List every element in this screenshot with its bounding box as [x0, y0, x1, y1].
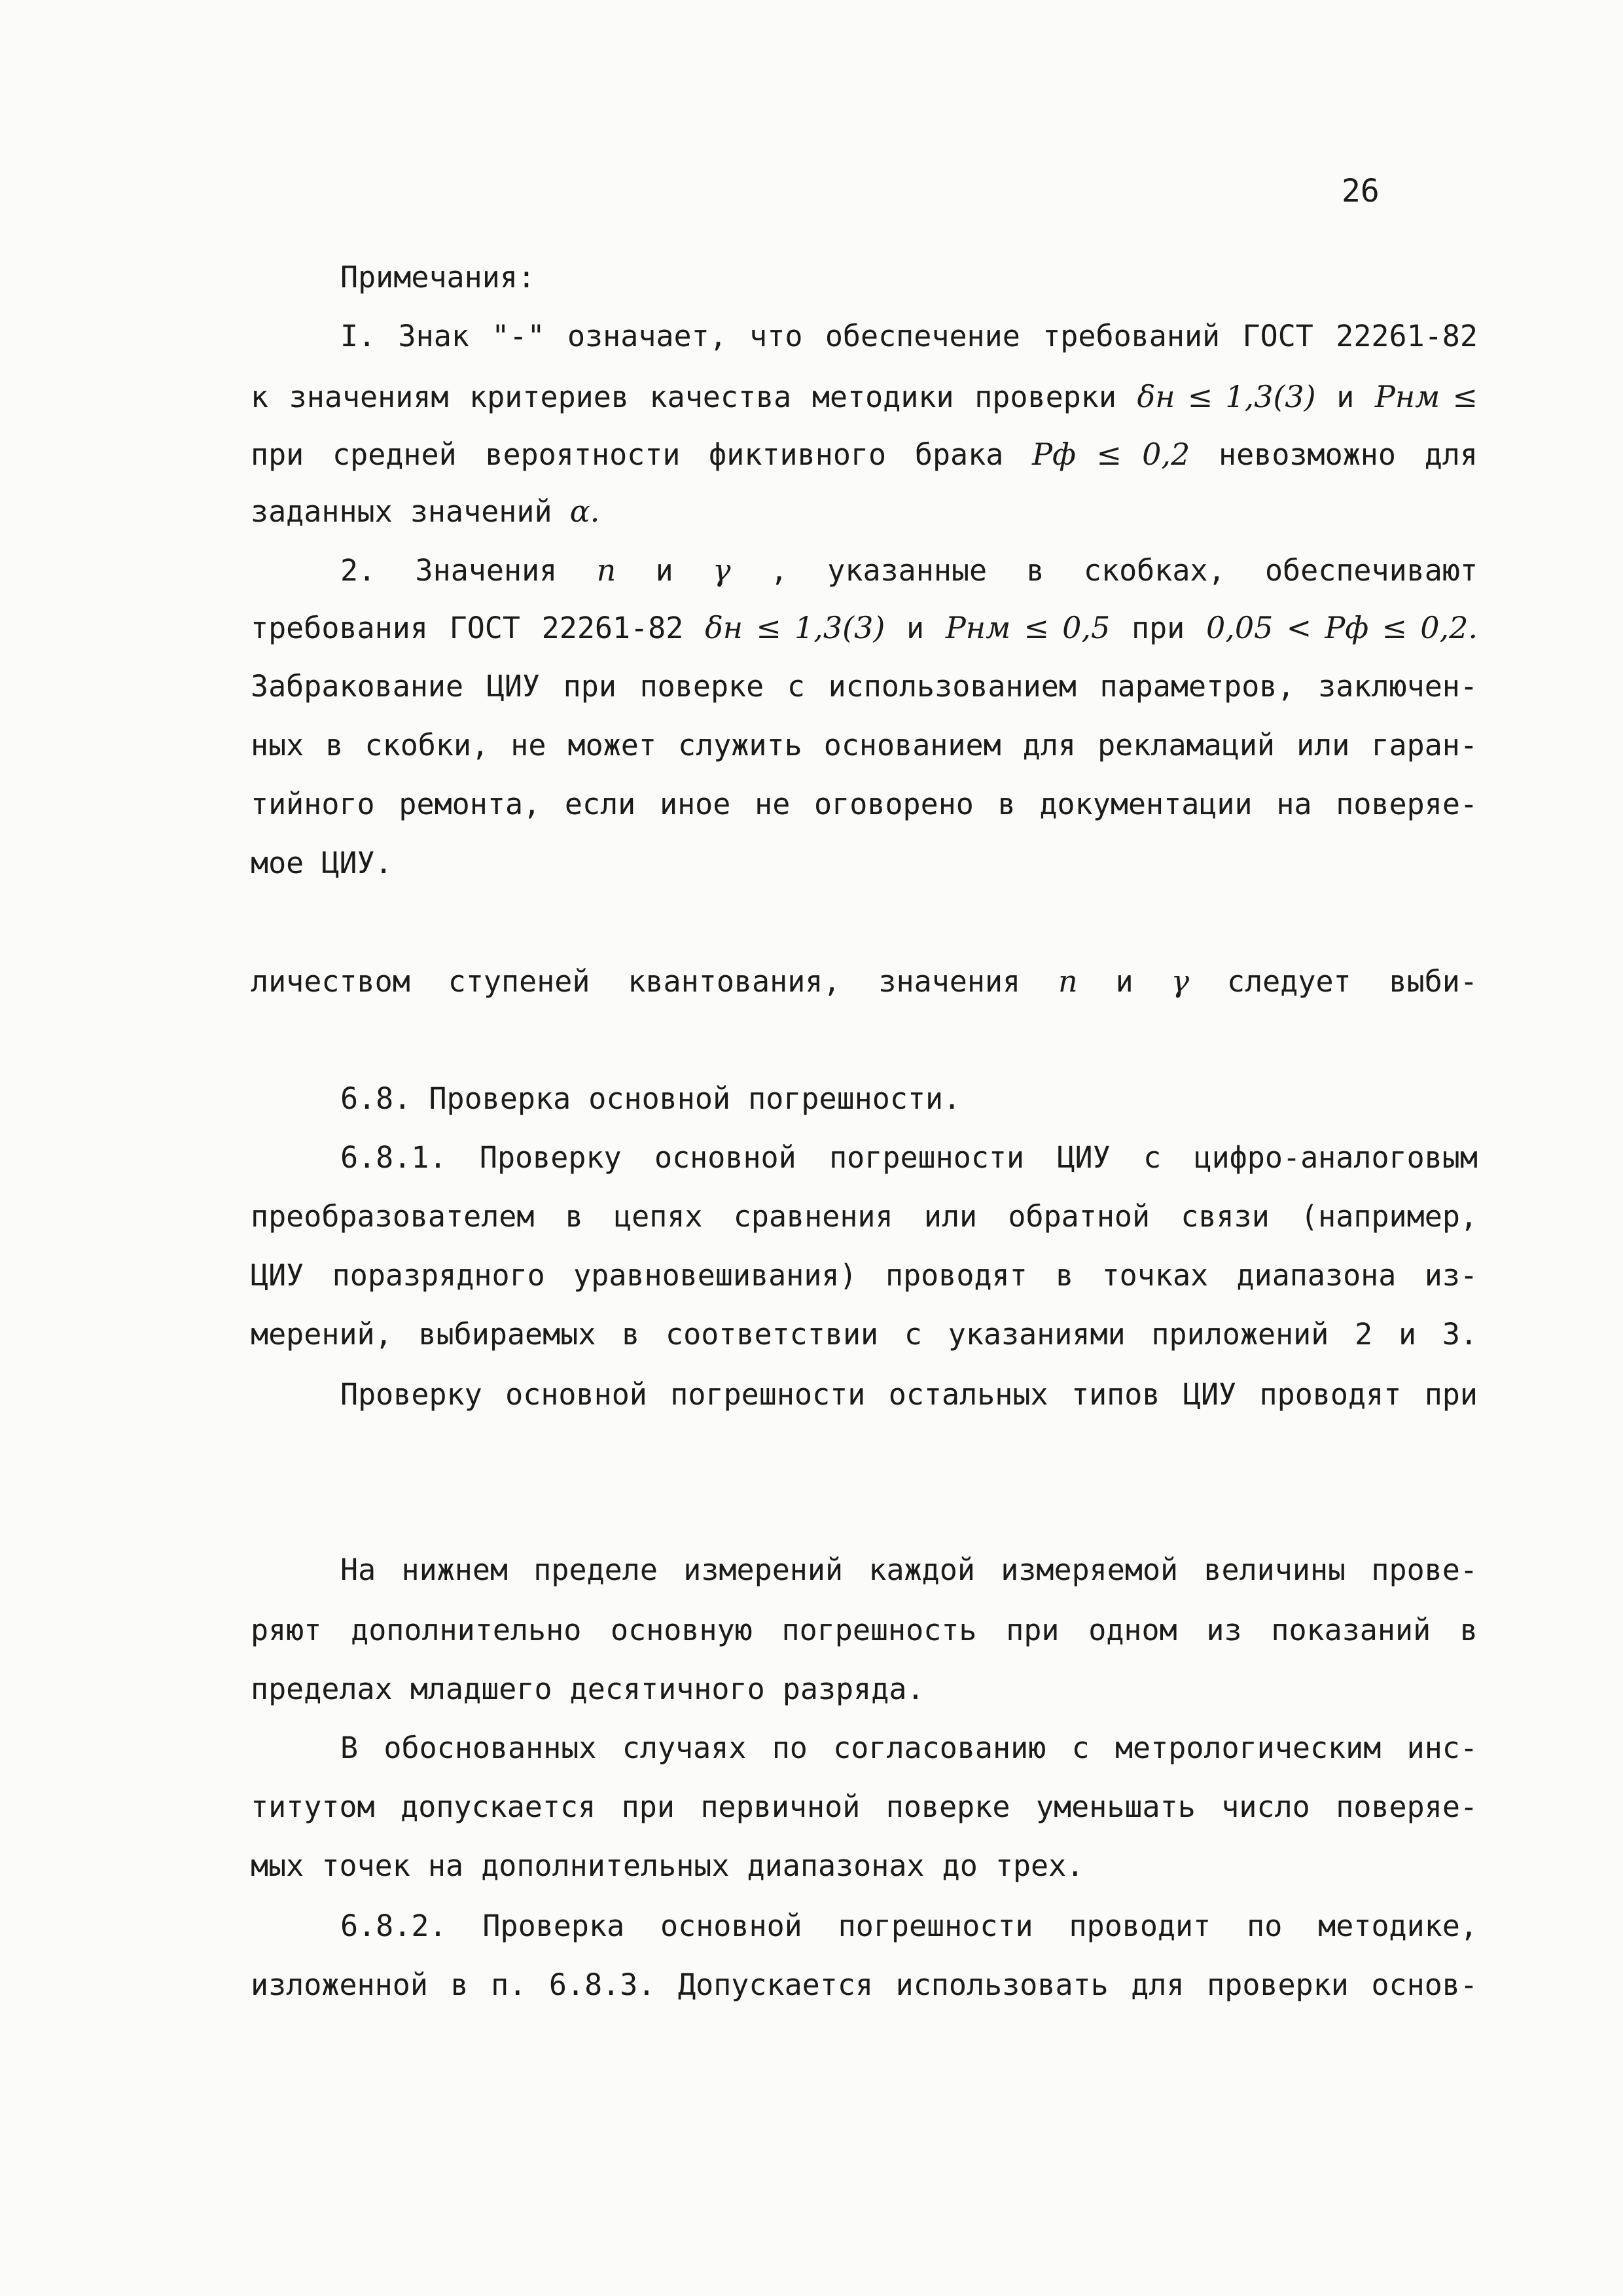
note1-line4-text: заданных значений	[251, 494, 552, 529]
s681-line4: мерений, выбираемых в соответствии с указаниями приложений 2 и 3.	[251, 1317, 1478, 1352]
note1-formula-alpha: α.	[569, 493, 600, 529]
note3-line2-b: следует выби-	[1226, 964, 1478, 999]
note1-formula-delta: δн ≤ 1,3(3)	[1137, 379, 1316, 414]
note1-line2-text: к значениям критериев качества методики проверки	[251, 380, 1116, 414]
note3-line3	[251, 1008, 1478, 1080]
p2-line1: Проверку основной погрешности остальных типов ЦИУ проводят при	[340, 1377, 1478, 1412]
note1-line4	[251, 491, 1478, 531]
note2-line2-a: требования ГОСТ 22261-82	[251, 611, 684, 645]
p3-line1: На нижнем пределе измерений каждой измеряемой величины прове-	[340, 1552, 1478, 1587]
note2-var-n: n	[596, 552, 616, 588]
s681-line2: преобразователем в цепях сравнения или обратной связи (например,	[251, 1199, 1478, 1234]
note3-line1	[340, 900, 1478, 941]
note2-formula-pnm: Pнм ≤ 0,5	[945, 610, 1111, 645]
note2-line1-and: и	[655, 553, 673, 588]
note2-line1-a: 2. Значения	[340, 553, 558, 588]
note2-line5: тийного ремонта, если иное не оговорено в документации на поверяе-	[251, 787, 1478, 821]
note1-formula-pnm: Pнм ≤	[1374, 379, 1478, 414]
p3-line2: ряют дополнительно основную погрешность при одном из показаний в	[251, 1613, 1478, 1647]
note2-formula-delta: δн ≤ 1,3(3)	[705, 610, 885, 645]
notes-heading: Примечания:	[340, 260, 536, 295]
p4-line2: титутом допускается при первичной поверке уменьшать число поверяе-	[251, 1789, 1478, 1824]
note3-var-gamma: γ	[1171, 963, 1190, 999]
section-6-8-heading: 6.8. Проверка основной погрешности.	[340, 1081, 961, 1116]
p3-line3: пределах младшего десятичного разряда.	[251, 1672, 925, 1706]
note1-formula-pf: Pф ≤ 0,2	[1032, 437, 1190, 472]
note1-line3	[251, 434, 1478, 475]
note2-line4: ных в скобки, не может служить основанием для рекламаций или гаран-	[251, 728, 1478, 762]
note3-line2-and: и	[1115, 964, 1133, 999]
p2-line3	[251, 1491, 1478, 1532]
note3-line2-a: личеством ступеней квантования, значения	[251, 964, 1021, 999]
note2-line3: Забракование ЦИУ при поверке с использованием параметров, заключен-	[251, 669, 1478, 704]
note3-line2	[251, 961, 1478, 1001]
note2-line2	[251, 607, 1478, 648]
note1-line3-text: при средней вероятности фиктивного брака	[251, 437, 1004, 472]
note2-line2-and: и	[906, 611, 925, 645]
s681-line1: 6.8.1. Проверку основной погрешности ЦИУ с цифро-аналоговым	[340, 1140, 1478, 1175]
p4-line3: мых точек на дополнительных диапазонах до трех.	[251, 1848, 1084, 1883]
s682-line1: 6.8.2. Проверка основной погрешности проводит по методике,	[340, 1909, 1478, 1943]
note1-line2	[251, 376, 1478, 417]
note2-var-gamma: γ	[713, 552, 731, 588]
page-number: 26	[1342, 173, 1380, 209]
note2-line2-at: при	[1132, 611, 1185, 645]
note2-line6: мое ЦИУ.	[251, 846, 393, 880]
p4-line1: В обоснованных случаях по согласованию с метрологическим инс-	[340, 1731, 1478, 1765]
note2-formula-pf: 0,05 < Pф ≤ 0,2.	[1205, 610, 1478, 645]
note2-line1	[340, 550, 1478, 590]
note3-var-n: n	[1058, 963, 1078, 999]
note1-and: и	[1336, 380, 1355, 414]
note2-line1-b: , указанные в скобках, обеспечивают	[770, 553, 1478, 588]
s682-line2: изложенной в п. 6.8.3. Допускается использовать для проверки основ-	[251, 1967, 1478, 2002]
s681-line3: ЦИУ поразрядного уравновешивания) проводят в точках диапазона из-	[251, 1258, 1478, 1293]
p2-line2	[251, 1432, 1478, 1473]
note1-line3-tail: невозможно для	[1219, 437, 1478, 472]
note1-line1: I. Знак "-" означает, что обеспечение требований ГОСТ 22261-82	[340, 319, 1478, 353]
